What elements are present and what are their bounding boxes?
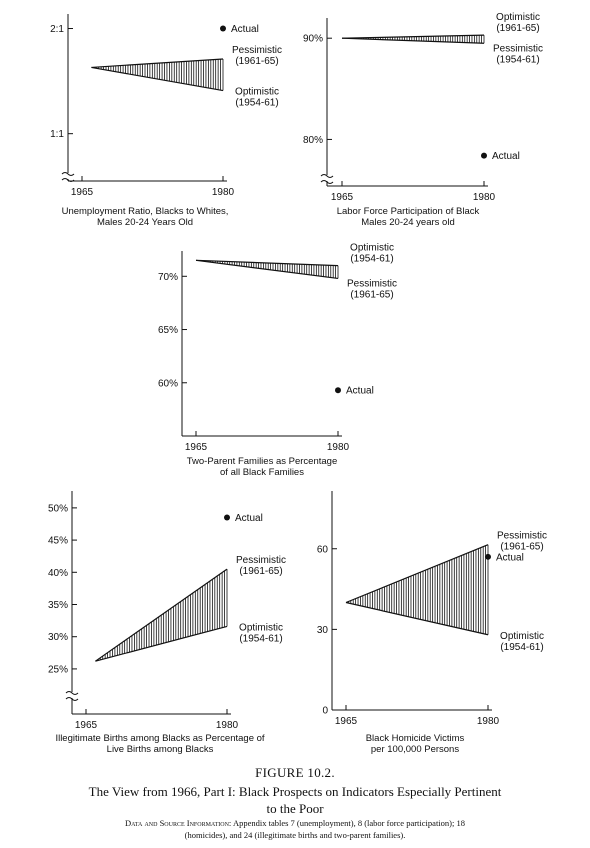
x-tick-label: 1965: [330, 192, 354, 203]
actual-label: Actual: [496, 552, 524, 564]
y-tick-label: 65%: [157, 325, 178, 337]
y-tick-label: 30: [316, 624, 328, 636]
series-label: (1954-61): [239, 633, 283, 645]
y-tick-label: 1:1: [50, 129, 64, 141]
series-label: Pessimistic: [496, 530, 548, 542]
x-tick-label: 1980: [476, 716, 500, 727]
projection-wedge: [342, 35, 484, 43]
y-tick-label: 60%: [157, 378, 178, 390]
series-label: (1961-65): [239, 566, 283, 578]
series-label: (1961-65): [350, 289, 394, 301]
source-line-2: (homicides), and 24 (illegitimate births and two-parent families).: [184, 830, 406, 840]
figure-source-note: [0, 817, 590, 841]
chart-panel-4: [48, 491, 286, 755]
chart-title: Live Births among Blacks: [106, 744, 214, 755]
x-tick-label: 1980: [472, 192, 496, 203]
actual-point: [335, 387, 341, 393]
series-label: (1954-61): [350, 253, 394, 265]
series-label: Optimistic: [235, 86, 279, 98]
source-label: Data and Source Information:: [125, 818, 232, 828]
chart-panel-1: [50, 14, 282, 228]
x-tick-label: 1980: [326, 442, 350, 453]
y-tick-label: 45%: [47, 535, 68, 547]
y-tick-label: 2:1: [50, 24, 64, 36]
chart-title: of all Black Families: [220, 467, 304, 478]
series-label: (1954-61): [235, 97, 279, 109]
actual-point: [220, 26, 226, 32]
chart-title: Labor Force Participation of Black: [336, 206, 480, 217]
y-tick-label: 0: [322, 705, 328, 717]
actual-label: Actual: [492, 151, 520, 163]
chart-title: Unemployment Ratio, Blacks to Whites,: [61, 206, 229, 217]
series-label: Optimistic: [496, 12, 540, 24]
chart-title: per 100,000 Persons: [370, 744, 460, 755]
figure-title-line-1: The View from 1966, Part I: Black Prospects on Indicators Especially Pertinent: [88, 784, 502, 799]
series-label: Optimistic: [500, 630, 544, 642]
series-label: (1961-65): [235, 56, 279, 68]
series-label: Optimistic: [350, 242, 394, 254]
actual-label: Actual: [231, 24, 259, 36]
y-tick-label: 50%: [47, 503, 68, 515]
y-tick-label: 35%: [47, 600, 68, 611]
actual-label: Actual: [346, 385, 374, 397]
chart-panel-5: [317, 491, 547, 755]
series-label: Pessimistic: [235, 555, 287, 567]
actual-point: [485, 554, 491, 560]
figure-number: FIGURE 10.2.: [255, 765, 335, 780]
chart-title: Two-Parent Families as Percentage: [186, 456, 338, 467]
chart-title: Black Homicide Victims: [365, 733, 465, 744]
y-tick-label: 40%: [47, 567, 68, 579]
chart-panel-3: [158, 243, 397, 478]
actual-point: [481, 153, 487, 159]
series-label: (1961-65): [500, 541, 544, 553]
chart-panel-2: [303, 12, 543, 228]
x-tick-label: 1965: [74, 720, 98, 731]
series-label: (1954-61): [496, 54, 540, 66]
projection-wedge: [95, 569, 227, 661]
y-tick-label: 30%: [47, 632, 68, 644]
series-label: (1954-61): [500, 641, 544, 653]
series-label: Optimistic: [239, 622, 283, 634]
chart-title: Illegitimate Births among Blacks as Percentage of: [55, 733, 265, 744]
chart-title: Males 20-24 years old: [361, 217, 455, 228]
figure-title-line-2: to the Poor: [266, 801, 324, 816]
x-tick-label: 1980: [211, 187, 235, 198]
y-tick-label: 70%: [157, 271, 178, 283]
projection-wedge: [91, 59, 223, 91]
series-label: Pessimistic: [346, 278, 398, 290]
series-label: Pessimistic: [231, 45, 283, 57]
y-tick-label: 80%: [302, 134, 323, 146]
x-tick-label: 1965: [184, 442, 208, 453]
projection-wedge: [346, 545, 488, 635]
chart-title: Males 20-24 Years Old: [96, 217, 194, 228]
x-tick-label: 1965: [70, 187, 94, 198]
x-tick-label: 1980: [215, 720, 239, 731]
actual-label: Actual: [235, 513, 263, 525]
projection-wedge: [196, 260, 338, 278]
x-tick-label: 1965: [334, 716, 358, 727]
series-label: Pessimistic: [492, 43, 544, 55]
figure-title: [0, 783, 590, 817]
actual-point: [224, 515, 230, 521]
y-tick-label: 60: [316, 544, 328, 556]
series-label: (1961-65): [496, 23, 540, 35]
source-line-1: Appendix tables 7 (unemployment), 8 (labor force participation); 18: [232, 818, 465, 828]
y-tick-label: 25%: [47, 664, 68, 676]
y-tick-label: 90%: [302, 33, 323, 45]
